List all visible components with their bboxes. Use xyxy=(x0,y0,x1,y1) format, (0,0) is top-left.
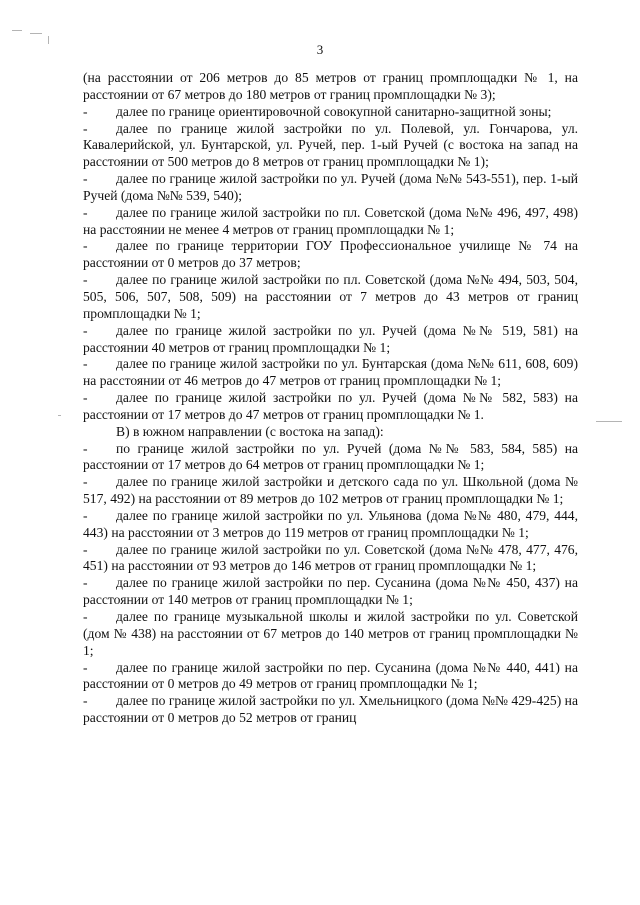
list-item-text: далее по границе жилой застройки по пер. Сусанина (дома №№ 450, 437) на расстоянии от 140 метров от границ промплощадки № 1; xyxy=(83,575,578,608)
list-item-text: далее по границе жилой застройки по пл. Советской (дома №№ 494, 503, 504, 505, 506, 507, 508, 509) на расстоянии от 7 метров до 43 метров от границ промплощадки № 1; xyxy=(83,272,578,321)
list-item xyxy=(83,609,578,660)
list-item-text: далее по границе жилой застройки по ул. Бунтарская (дома №№ 611, 608, 609) на расстоянии от 46 метров до 47 метров от границ промплощадки № 1; xyxy=(83,356,578,389)
list-item xyxy=(83,390,578,424)
list-item xyxy=(83,356,578,390)
list-item-text: далее по границе жилой застройки по ул. Ручей (дома №№ 582, 583) на расстоянии от 17 метров до 47 метров от границ промплощадки № 1. xyxy=(83,390,578,422)
list-item-text: далее по границе жилой застройки по ул. Ручей (дома №№ 543-551), пер. 1-ый Ручей (дома №№ 539, 540); xyxy=(83,171,578,203)
list-item-text: далее по границе жилой застройки и детского сада по ул. Школьной (дома № 517, 492) на расстоянии от 89 метров до 102 метров от границ промплощадки № 1; xyxy=(83,474,578,507)
list-item-text: далее по границе жилой застройки по ул. Ульянова (дома №№ 480, 479, 444, 443) на расстоянии от 3 метров до 119 метров от границ промплощадки № 1; xyxy=(83,507,578,540)
paragraph-continuation xyxy=(83,70,578,104)
list-item xyxy=(83,272,578,323)
list-dash: - xyxy=(83,659,88,675)
section-heading-south: В) в южном направлении (с востока на запад): xyxy=(116,423,384,439)
list-item-text: далее по границе жилой застройки по пл. Советской (дома №№ 496, 497, 498) на расстоянии не менее 4 метров от границ промплощадки № 1; xyxy=(83,204,578,237)
list-item xyxy=(83,660,578,694)
list-item xyxy=(83,104,578,121)
list-item xyxy=(83,474,578,508)
list-item-text: далее по границе жилой застройки по ул. Хмельницкого (дома №№ 429-425) на расстоянии от 0 метров до 52 метров от границ xyxy=(83,693,578,726)
list-dash: - xyxy=(83,322,88,338)
list-item-text: далее по границе жилой застройки по ул. Советской (дома №№ 478, 477, 476, 451) на расстоянии от 93 метров до 146 метров от границ промплощадки № 1; xyxy=(83,541,578,574)
list-dash: - xyxy=(83,390,88,406)
list-item-text: по границе жилой застройки по ул. Ручей (дома №№ 583, 584, 585) на расстоянии от 17 метров до 64 метров от границ промплощадки № 1; xyxy=(83,440,578,473)
list-dash: - xyxy=(83,356,88,372)
scan-mark xyxy=(12,30,22,31)
list-dash: - xyxy=(83,575,88,591)
list-dash: - xyxy=(83,474,88,490)
list-item xyxy=(83,693,578,727)
list-dash: - xyxy=(83,120,88,136)
list-item xyxy=(83,575,578,609)
list-dash: - xyxy=(83,204,88,220)
list-item-text: далее по границе территории ГОУ Профессиональное училище № 74 на расстоянии от 0 метров до 37 метров; xyxy=(83,238,578,271)
list-item xyxy=(83,542,578,576)
list-item xyxy=(83,121,578,172)
document-body xyxy=(83,70,578,727)
scan-mark xyxy=(596,421,622,422)
list-item xyxy=(83,323,578,357)
list-dash: - xyxy=(83,272,88,288)
list-dash: - xyxy=(83,541,88,557)
list-item xyxy=(83,171,578,205)
list-item-text: далее по границе ориентировочной совокупной санитарно-защитной зоны; xyxy=(116,103,552,119)
list-item xyxy=(83,205,578,239)
list-item xyxy=(83,238,578,272)
list-item-text: далее по границе жилой застройки по пер. Сусанина (дома №№ 440, 441) на расстоянии от 0 метров до 49 метров от границ промплощадки № 1; xyxy=(83,659,578,692)
list-dash: - xyxy=(83,693,88,709)
paragraph-text: (на расстоянии от 206 метров до 85 метров от границ промплощадки № 1, на расстоянии от 67 метров до 180 метров от границ промплощадки № 3); xyxy=(83,70,578,102)
page-number: 3 xyxy=(316,42,324,57)
list-item xyxy=(83,508,578,542)
list-dash: - xyxy=(83,103,88,119)
list-dash: - xyxy=(83,440,88,456)
scan-mark xyxy=(30,33,42,34)
list-item xyxy=(83,441,578,475)
list-dash: - xyxy=(83,171,88,187)
scan-mark xyxy=(58,415,61,416)
list-item-text: далее по границе музыкальной школы и жилой застройки по ул. Советской (дом № 438) на расстоянии от 67 метров до 140 метров от границ промплощадки № 1; xyxy=(83,609,578,658)
list-dash: - xyxy=(83,238,88,254)
list-item-text: далее по границе жилой застройки по ул. Полевой, ул. Гончарова, ул. Кавалерийской, ул. Бунтарской, ул. Ручей, пер. 1-ый Ручей (с востока на запад на расстоянии от 500 метров до 8 метров от границ промплощадки № 1); xyxy=(83,120,578,170)
list-dash: - xyxy=(83,507,88,523)
list-dash: - xyxy=(83,609,88,624)
list-item-text: далее по границе жилой застройки по ул. Ручей (дома №№ 519, 581) на расстоянии 40 метров от границ промплощадки № 1; xyxy=(83,322,578,355)
